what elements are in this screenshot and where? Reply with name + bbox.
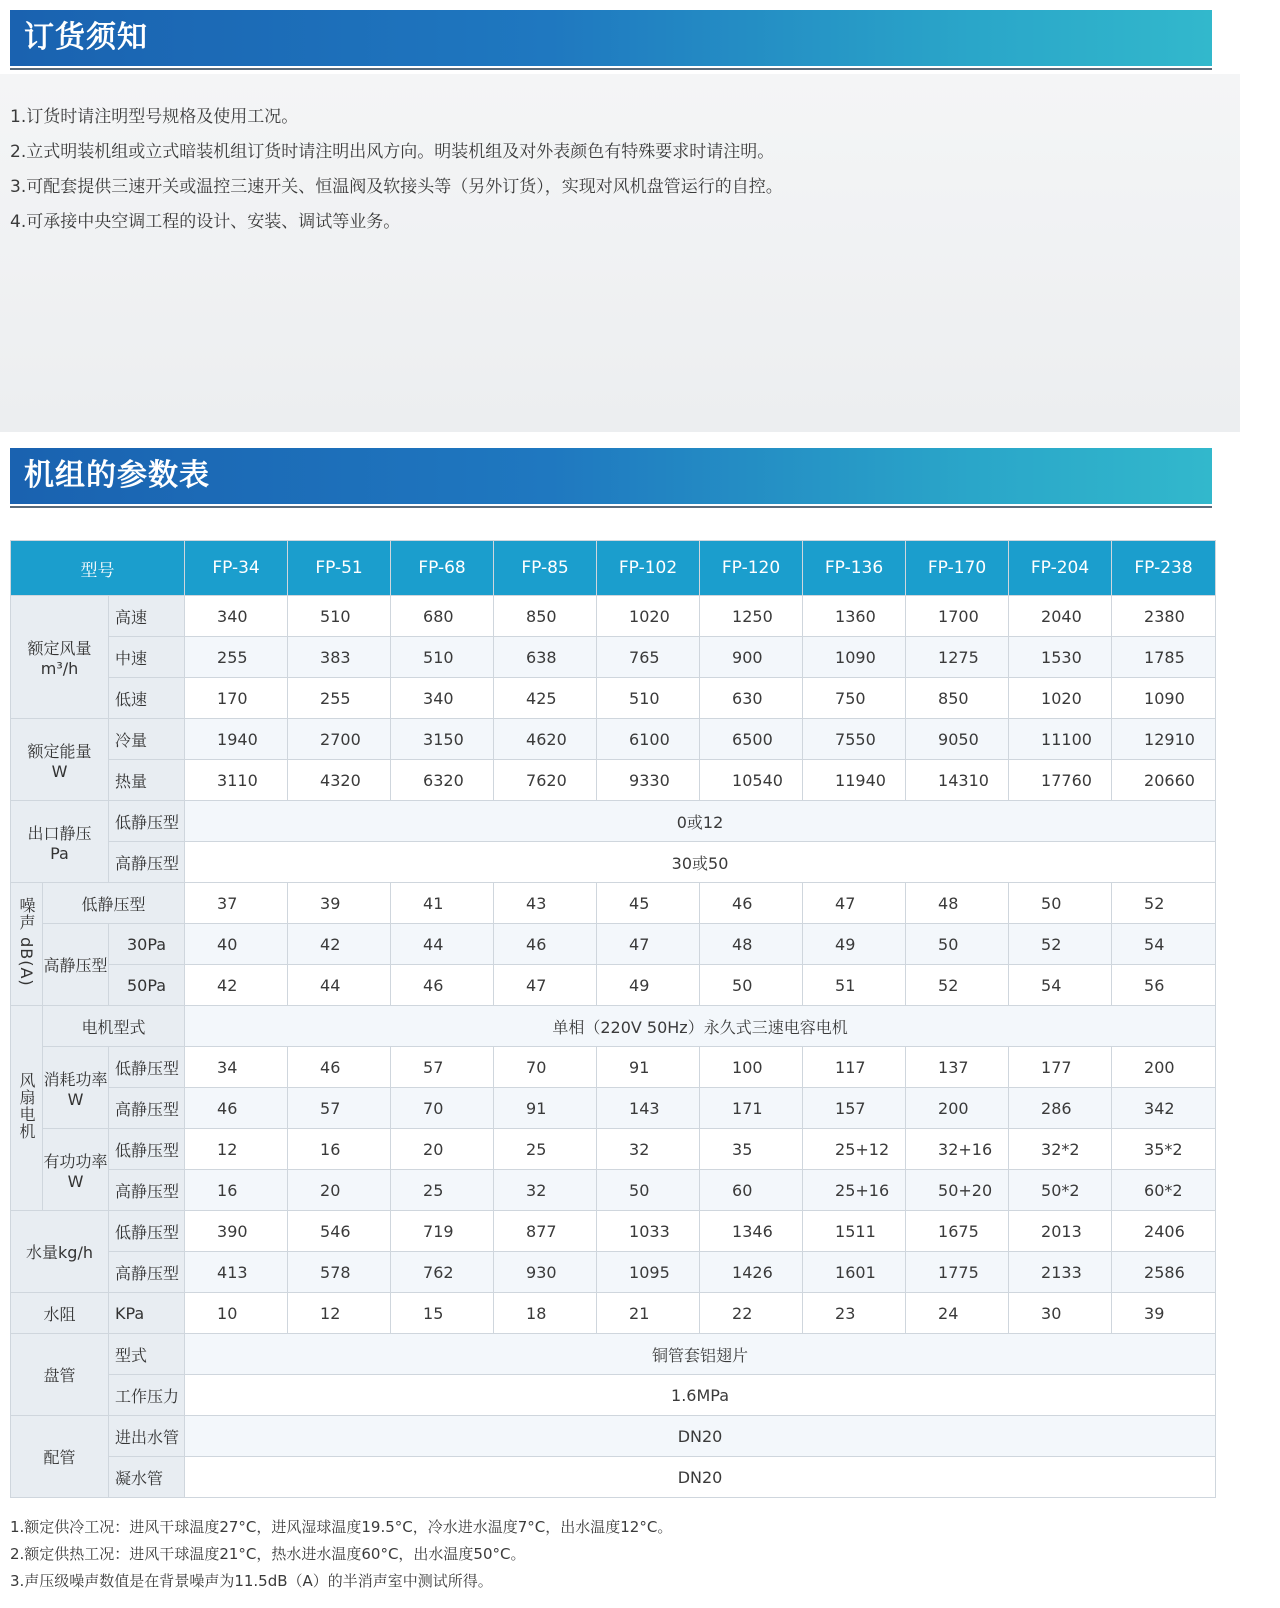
- table-row: [11, 1088, 1216, 1129]
- section-header-spec-table: [10, 448, 1212, 504]
- cell-value: 1700: [906, 596, 1009, 637]
- notice-item: 3.可配套提供三速开关或温控三速开关、恒温阀及软接头等（另外订货），实现对风机盘管运行的自控。: [10, 177, 783, 197]
- cell-value: 50: [906, 924, 1009, 965]
- cell-value: 1250: [700, 596, 803, 637]
- row-sublabel: 高静压型: [109, 1252, 185, 1293]
- cell-value: 37: [185, 883, 288, 924]
- cell-value: 157: [803, 1088, 906, 1129]
- cell-value: 1090: [803, 637, 906, 678]
- label-unit: W: [67, 1171, 84, 1191]
- model-header: FP-68: [391, 541, 494, 596]
- label-line: 额定能量: [27, 741, 92, 761]
- cell-value: 12: [288, 1293, 391, 1334]
- cell-value: 47: [803, 883, 906, 924]
- cell-value: 32: [597, 1129, 700, 1170]
- notice-item: 2.立式明装机组或立式暗装机组订货时请注明出风方向。明装机组及对外表颜色有特殊要求时请注明。: [10, 142, 775, 162]
- cell-value: 46: [288, 1047, 391, 1088]
- table-row: [11, 1047, 1216, 1088]
- cell-value: 48: [906, 883, 1009, 924]
- cell-value: 48: [700, 924, 803, 965]
- cell-value: 20660: [1112, 760, 1216, 801]
- cell-span-value: 单相（220V 50Hz）永久式三速电容电机: [185, 1006, 1216, 1047]
- cell-value: 57: [288, 1088, 391, 1129]
- model-header: FP-85: [494, 541, 597, 596]
- table-row: [11, 883, 1216, 924]
- cell-value: 52: [906, 965, 1009, 1006]
- cell-value: 425: [494, 678, 597, 719]
- cell-value: 3150: [391, 719, 494, 760]
- cell-span-value: 0或12: [185, 801, 1216, 842]
- cell-value: 2586: [1112, 1252, 1216, 1293]
- cell-value: 10: [185, 1293, 288, 1334]
- cell-value: 850: [906, 678, 1009, 719]
- row-sublabel: 高静压型: [109, 1170, 185, 1211]
- label-line: 消耗功率: [43, 1069, 108, 1089]
- group-label-fan-motor: [11, 1006, 43, 1211]
- cell-value: 46: [185, 1088, 288, 1129]
- group-label-capacity: [11, 719, 109, 801]
- footnote: 2.额定供热工况：进风干球温度21°C，热水进水温度60°C，出水温度50°C。: [10, 1545, 526, 1563]
- cell-value: 16: [288, 1129, 391, 1170]
- cell-value: 52: [1112, 883, 1216, 924]
- cell-value: 680: [391, 596, 494, 637]
- label-unit: W: [51, 761, 68, 781]
- cell-value: 50: [700, 965, 803, 1006]
- label-unit: W: [67, 1089, 84, 1109]
- cell-value: 46: [700, 883, 803, 924]
- cell-value: 171: [700, 1088, 803, 1129]
- table-row: [11, 1416, 1216, 1457]
- table-row: [11, 596, 1216, 637]
- cell-value: 35*2: [1112, 1129, 1216, 1170]
- cell-value: 4620: [494, 719, 597, 760]
- table-row: [11, 1375, 1216, 1416]
- cell-value: 510: [597, 678, 700, 719]
- cell-value: 6500: [700, 719, 803, 760]
- cell-value: 7620: [494, 760, 597, 801]
- cell-value: 42: [185, 965, 288, 1006]
- cell-value: 32+16: [906, 1129, 1009, 1170]
- label-line: 额定风量: [27, 639, 92, 658]
- cell-value: 21: [597, 1293, 700, 1334]
- cell-value: 413: [185, 1252, 288, 1293]
- row-sublabel: 冷量: [109, 719, 185, 760]
- cell-value: 390: [185, 1211, 288, 1252]
- model-header: FP-204: [1009, 541, 1112, 596]
- table-header-row: [11, 541, 1216, 596]
- cell-value: 286: [1009, 1088, 1112, 1129]
- cell-value: 1775: [906, 1252, 1009, 1293]
- row-sublabel: 50Pa: [109, 965, 185, 1006]
- cell-value: 10540: [700, 760, 803, 801]
- cell-value: 41: [391, 883, 494, 924]
- group-label-water-resistance: 水阻: [11, 1293, 109, 1334]
- cell-value: 50: [1009, 883, 1112, 924]
- vertical-label: 风扇电机: [17, 1072, 36, 1140]
- cell-value: 40: [185, 924, 288, 965]
- cell-value: 45: [597, 883, 700, 924]
- cell-value: 12: [185, 1129, 288, 1170]
- row-sublabel: 低静压型: [43, 883, 185, 924]
- row-sublabel: 低静压型: [109, 1211, 185, 1252]
- cell-value: 255: [185, 637, 288, 678]
- cell-value: 70: [391, 1088, 494, 1129]
- row-sublabel: 低静压型: [109, 801, 185, 842]
- cell-value: 91: [494, 1088, 597, 1129]
- cell-value: 1275: [906, 637, 1009, 678]
- cell-value: 15: [391, 1293, 494, 1334]
- cell-value: 9050: [906, 719, 1009, 760]
- cell-value: 44: [391, 924, 494, 965]
- cell-value: 200: [906, 1088, 1009, 1129]
- cell-value: 1675: [906, 1211, 1009, 1252]
- cell-value: 50: [597, 1170, 700, 1211]
- cell-value: 2040: [1009, 596, 1112, 637]
- cell-value: 56: [1112, 965, 1216, 1006]
- cell-value: 18: [494, 1293, 597, 1334]
- cell-value: 1360: [803, 596, 906, 637]
- table-row: [11, 637, 1216, 678]
- cell-value: 170: [185, 678, 288, 719]
- cell-value: 930: [494, 1252, 597, 1293]
- section-header-order-notice: [10, 10, 1212, 66]
- table-row: [11, 678, 1216, 719]
- cell-value: 49: [803, 924, 906, 965]
- cell-value: 43: [494, 883, 597, 924]
- cell-value: 70: [494, 1047, 597, 1088]
- row-sublabel: 30Pa: [109, 924, 185, 965]
- row-sublabel: 电机型式: [43, 1006, 185, 1047]
- cell-value: 47: [494, 965, 597, 1006]
- group-label-noise: [11, 883, 43, 1006]
- cell-value: 42: [288, 924, 391, 965]
- cell-value: 49: [597, 965, 700, 1006]
- cell-value: 17760: [1009, 760, 1112, 801]
- cell-value: 25: [391, 1170, 494, 1211]
- table-row: [11, 1252, 1216, 1293]
- table-row: [11, 1211, 1216, 1252]
- cell-value: 39: [1112, 1293, 1216, 1334]
- table-row: [11, 924, 1216, 965]
- cell-value: 143: [597, 1088, 700, 1129]
- cell-value: 51: [803, 965, 906, 1006]
- model-header: FP-136: [803, 541, 906, 596]
- cell-value: 91: [597, 1047, 700, 1088]
- cell-value: 60: [700, 1170, 803, 1211]
- cell-value: 50+20: [906, 1170, 1009, 1211]
- cell-value: 60*2: [1112, 1170, 1216, 1211]
- cell-value: 7550: [803, 719, 906, 760]
- cell-span-value: 30或50: [185, 842, 1216, 883]
- cell-value: 1426: [700, 1252, 803, 1293]
- cell-value: 762: [391, 1252, 494, 1293]
- cell-value: 25+16: [803, 1170, 906, 1211]
- cell-value: 877: [494, 1211, 597, 1252]
- cell-value: 2380: [1112, 596, 1216, 637]
- group-label-coil: 盘管: [11, 1334, 109, 1416]
- cell-value: 510: [391, 637, 494, 678]
- cell-value: 2406: [1112, 1211, 1216, 1252]
- cell-value: 25+12: [803, 1129, 906, 1170]
- cell-value: 1033: [597, 1211, 700, 1252]
- cell-value: 34: [185, 1047, 288, 1088]
- cell-value: 200: [1112, 1047, 1216, 1088]
- cell-value: 14310: [906, 760, 1009, 801]
- sub-group-label-effective-power: [43, 1129, 109, 1211]
- notice-item: 4.可承接中央空调工程的设计、安装、调试等业务。: [10, 212, 401, 232]
- model-header: FP-170: [906, 541, 1009, 596]
- cell-value: 32: [494, 1170, 597, 1211]
- cell-value: 54: [1009, 965, 1112, 1006]
- cell-value: 765: [597, 637, 700, 678]
- cell-value: 1090: [1112, 678, 1216, 719]
- cell-value: 1785: [1112, 637, 1216, 678]
- cell-value: 137: [906, 1047, 1009, 1088]
- cell-value: 578: [288, 1252, 391, 1293]
- table-row: [11, 965, 1216, 1006]
- header-model-label: 型号: [11, 541, 185, 596]
- cell-value: 340: [391, 678, 494, 719]
- cell-value: 1346: [700, 1211, 803, 1252]
- cell-value: 23: [803, 1293, 906, 1334]
- table-row: [11, 719, 1216, 760]
- group-label-static-pressure: [11, 801, 109, 883]
- table-row: [11, 1334, 1216, 1375]
- cell-value: 46: [391, 965, 494, 1006]
- table-row: [11, 842, 1216, 883]
- cell-value: 46: [494, 924, 597, 965]
- cell-value: 850: [494, 596, 597, 637]
- cell-value: 16: [185, 1170, 288, 1211]
- cell-span-value: 1.6MPa: [185, 1375, 1216, 1416]
- divider: [10, 506, 1212, 508]
- sub-group-label-consumed-power: [43, 1047, 109, 1129]
- cell-value: 255: [288, 678, 391, 719]
- cell-value: 340: [185, 596, 288, 637]
- cell-value: 52: [1009, 924, 1112, 965]
- cell-value: 25: [494, 1129, 597, 1170]
- vertical-label: 噪声 dB(A): [17, 897, 36, 987]
- cell-value: 177: [1009, 1047, 1112, 1088]
- model-header: FP-120: [700, 541, 803, 596]
- cell-value: 32*2: [1009, 1129, 1112, 1170]
- cell-value: 6320: [391, 760, 494, 801]
- label-unit: Pa: [50, 843, 69, 863]
- footnote: 3.声压级噪声数值是在背景噪声为11.5dB（A）的半消声室中测试所得。: [10, 1572, 493, 1590]
- cell-value: 20: [391, 1129, 494, 1170]
- cell-value: 30: [1009, 1293, 1112, 1334]
- cell-value: 54: [1112, 924, 1216, 965]
- section-title: 机组的参数表: [24, 458, 210, 493]
- cell-value: 1530: [1009, 637, 1112, 678]
- table-row: [11, 1006, 1216, 1047]
- model-header: FP-238: [1112, 541, 1216, 596]
- row-sublabel: 进出水管: [109, 1416, 185, 1457]
- section-title: 订货须知: [24, 20, 148, 55]
- row-sublabel: 凝水管: [109, 1457, 185, 1498]
- group-label-water-flow: 水量kg/h: [11, 1211, 109, 1293]
- cell-value: 6100: [597, 719, 700, 760]
- table-row: [11, 760, 1216, 801]
- row-sublabel: 工作压力: [109, 1375, 185, 1416]
- row-sublabel: 中速: [109, 637, 185, 678]
- cell-value: 1601: [803, 1252, 906, 1293]
- row-sublabel: 高速: [109, 596, 185, 637]
- table-row: [11, 1293, 1216, 1334]
- cell-value: 546: [288, 1211, 391, 1252]
- row-sublabel: 热量: [109, 760, 185, 801]
- cell-value: 2700: [288, 719, 391, 760]
- cell-value: 2013: [1009, 1211, 1112, 1252]
- cell-value: 4320: [288, 760, 391, 801]
- row-sublabel: 高静压型: [109, 1088, 185, 1129]
- cell-value: 638: [494, 637, 597, 678]
- row-sublabel: 低速: [109, 678, 185, 719]
- cell-value: 342: [1112, 1088, 1216, 1129]
- cell-value: 44: [288, 965, 391, 1006]
- footnote: 1.额定供冷工况：进风干球温度27°C，进风湿球温度19.5°C，冷水进水温度7°C，出水温度12°C。: [10, 1518, 673, 1536]
- cell-value: 1020: [597, 596, 700, 637]
- cell-value: 12910: [1112, 719, 1216, 760]
- row-sublabel: 高静压型: [109, 842, 185, 883]
- label-line: 有功功率: [43, 1151, 108, 1171]
- cell-value: 50*2: [1009, 1170, 1112, 1211]
- cell-value: 719: [391, 1211, 494, 1252]
- divider: [10, 68, 1212, 70]
- cell-value: 9330: [597, 760, 700, 801]
- sub-group-label: 高静压型: [43, 924, 109, 1006]
- cell-value: 57: [391, 1047, 494, 1088]
- cell-value: 630: [700, 678, 803, 719]
- model-header: FP-51: [288, 541, 391, 596]
- notice-item: 1.订货时请注明型号规格及使用工况。: [10, 107, 299, 127]
- cell-value: 1511: [803, 1211, 906, 1252]
- spec-table: [10, 540, 1216, 1498]
- cell-value: 20: [288, 1170, 391, 1211]
- row-sublabel: KPa: [109, 1293, 185, 1334]
- table-body: [11, 596, 1216, 1498]
- cell-value: 3110: [185, 760, 288, 801]
- model-header: FP-34: [185, 541, 288, 596]
- cell-value: 750: [803, 678, 906, 719]
- cell-value: 1940: [185, 719, 288, 760]
- cell-value: 35: [700, 1129, 803, 1170]
- cell-span-value: DN20: [185, 1457, 1216, 1498]
- notice-area: [0, 74, 1240, 432]
- cell-value: 383: [288, 637, 391, 678]
- cell-value: 1095: [597, 1252, 700, 1293]
- cell-value: 47: [597, 924, 700, 965]
- table-row: [11, 801, 1216, 842]
- cell-value: 39: [288, 883, 391, 924]
- cell-value: 900: [700, 637, 803, 678]
- cell-value: 22: [700, 1293, 803, 1334]
- table-row: [11, 1170, 1216, 1211]
- cell-value: 510: [288, 596, 391, 637]
- cell-value: 117: [803, 1047, 906, 1088]
- cell-span-value: 铜管套铝翅片: [185, 1334, 1216, 1375]
- cell-value: 11940: [803, 760, 906, 801]
- row-sublabel: 低静压型: [109, 1047, 185, 1088]
- label-unit: m³/h: [40, 659, 79, 678]
- cell-value: 1020: [1009, 678, 1112, 719]
- cell-value: 11100: [1009, 719, 1112, 760]
- row-sublabel: 型式: [109, 1334, 185, 1375]
- cell-value: 100: [700, 1047, 803, 1088]
- table-row: [11, 1129, 1216, 1170]
- group-label-airflow: [11, 596, 109, 719]
- table-row: [11, 1457, 1216, 1498]
- row-sublabel: 低静压型: [109, 1129, 185, 1170]
- model-header: FP-102: [597, 541, 700, 596]
- cell-value: 24: [906, 1293, 1009, 1334]
- group-label-piping: 配管: [11, 1416, 109, 1498]
- cell-span-value: DN20: [185, 1416, 1216, 1457]
- cell-value: 2133: [1009, 1252, 1112, 1293]
- label-line: 出口静压: [27, 823, 92, 843]
